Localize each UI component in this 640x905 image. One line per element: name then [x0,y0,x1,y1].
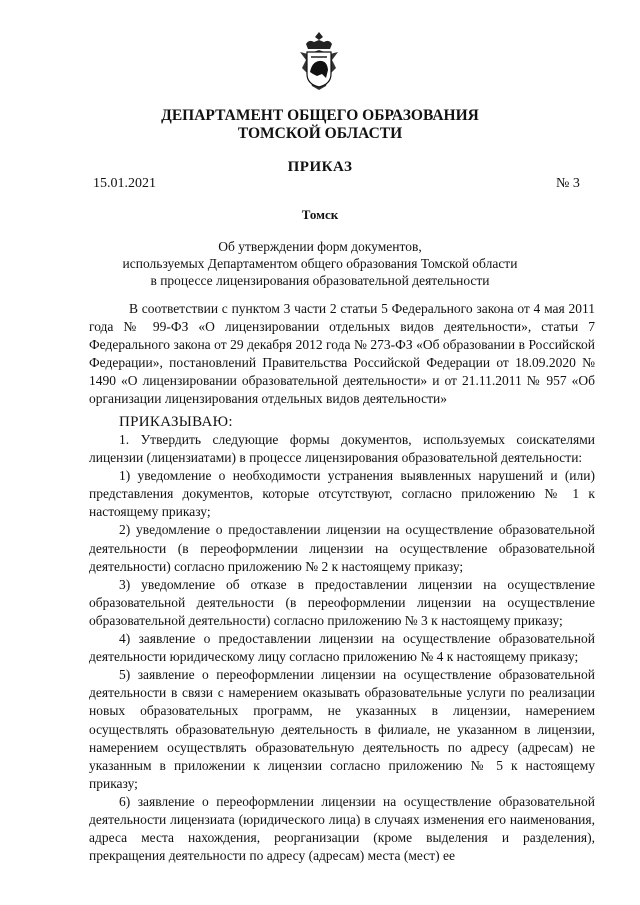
subitem-6: 6) заявление о переоформлении лицензии на осуществление образовательной деятельности лицензиата (юридического лица) в случаях изменения его наименования, адреса места нахождения, реорганизации (кроме выделения и разделения), прекращения деятельности по адресу (адресам) места (мест) ее [89,793,595,864]
department-name-line2: ТОМСКОЙ ОБЛАСТИ [237,125,403,142]
subitem-1: 1) уведомление о необходимости устранения выявленных нарушений и (или) представления документов, которые отсутствуют, согласно приложению № 1 к настоящему приказу; [89,468,595,520]
subitem-3: 3) уведомление об отказе в предоставлении лицензии на осуществление образовательной деятельности (в переоформлении лицензии на осуществление образовательной деятельности) согласно приложению № 3 к настоящему приказу; [89,576,595,628]
subitem-4: 4) заявление о предоставлении лицензии на осуществление образовательной деятельности юридическому лицу согласно приложению № 4 к настоящему приказу; [89,631,595,665]
preamble-paragraph: В соответствии с пунктом 3 части 2 статьи 5 Федерального закона от 4 мая 2011 года № 99-ФЗ «О лицензировании отдельных видов деятельности», статьи 7 Федерального закона от 29 декабря 2012 года № 273-ФЗ «Об образовании в Российской Федерации», постановлений Правительства Российской Федерации от 18.09.2020 № 1490 «О лицензировании образовательной деятельности» и от 21.11.2011 № 957 «Об организации лицензирования отдельных видов деятельности» [89,301,595,407]
subject-line3: в процессе лицензирования образовательной деятельности [150,273,490,288]
order-items [89,431,595,865]
order-number: № 3 [556,176,580,191]
order-date: 15.01.2021 [93,176,156,191]
subitem-5: 5) заявление о переоформлении лицензии на осуществление образовательной деятельности в связи с намерением оказывать образовательные услуги по реализации новых образовательных программ, не указанных в лицензии, намерением осуществлять образовательную деятельность в филиале, не указанном в лицензии, намерением осуществлять образовательную деятельность по адресу (адресам) не указанным в приложении к лицензии согласно приложению № 5 к настоящему приказу; [89,667,595,791]
preamble-block [89,300,595,409]
order-subject [0,238,640,289]
document-title: ПРИКАЗ [287,159,353,175]
item-1: 1. Утвердить следующие формы документов, используемых соискателями лицензии (лицензиатами) в процессе лицензирования образовательной деятельности: [89,432,595,466]
subitem-2: 2) уведомление о предоставлении лицензии на осуществление образовательной деятельности (в переоформлении лицензии на осуществление образовательной деятельности) согласно приложению № 2 к настоящему приказу; [89,522,595,574]
subject-line1: Об утверждении форм документов, [218,239,422,254]
directive-heading: ПРИКАЗЫВАЮ: [119,414,233,430]
department-name-line1: ДЕПАРТАМЕНТ ОБЩЕГО ОБРАЗОВАНИЯ [161,107,479,124]
coat-of-arms-emblem [296,30,342,92]
subject-line2: используемых Департаментом общего образования Томской области [122,256,518,271]
city-name: Томск [301,207,339,222]
